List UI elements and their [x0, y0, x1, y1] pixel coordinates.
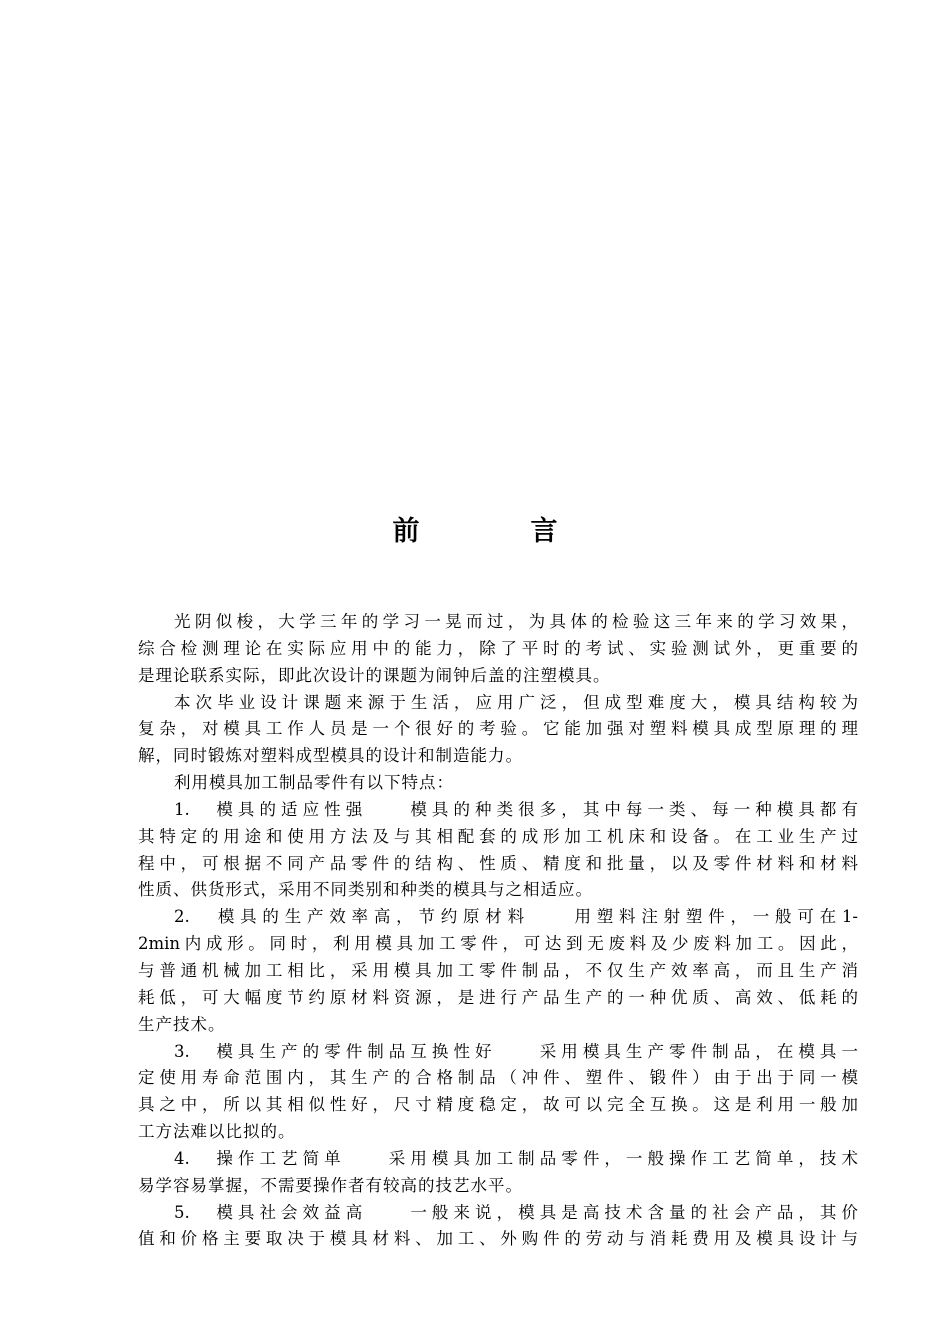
list-item-line: 4. 操作工艺简单 采用模具加工制品零件，一般操作工艺简单，技术	[174, 1148, 858, 1168]
list-item-line: 2min内成形。同时，利用模具加工零件，可达到无废料及少废料加工。因此，	[138, 934, 858, 954]
list-item-line: 性质、供货形式，采用不同类别和种类的模具与之相适应。	[138, 880, 593, 900]
list-item-line: 值和价格主要取决于模具材料、加工、外购件的劳动与消耗费用及模具设计与	[138, 1229, 858, 1249]
list-item-line: 2. 模具的生产效率高，节约原材料 用塑料注射塑件，一般可在1-	[174, 907, 858, 927]
list-item-line: 3. 模具生产的零件制品互换性好 采用模具生产零件制品，在模具一	[174, 1041, 858, 1061]
paragraph-line: 复杂，对模具工作人员是一个很好的考验。它能加强对塑料模具成型原理的理	[138, 719, 858, 739]
body-text	[138, 609, 858, 1253]
list-item-line: 其特定的用途和使用方法及与其相配套的成形加工机床和设备。在工业生产过	[138, 826, 858, 846]
list-item-line: 1. 模具的适应性强 模具的种类很多，其中每一类、每一种模具都有	[174, 799, 858, 819]
list-item-line: 定使用寿命范围内，其生产的合格制品（冲件、塑件、锻件）由于出于同一模	[138, 1068, 858, 1088]
paragraph-line: 光阴似梭，大学三年的学习一晃而过，为具体的检验这三年来的学习效果，	[174, 612, 858, 631]
list-item-line: 具之中，所以其相似性好，尺寸精度稳定，故可以完全互换。这是利用一般加	[138, 1095, 858, 1115]
paragraph-line: 利用模具加工制品零件有以下特点：	[174, 773, 454, 793]
list-item-line: 生产技术。	[138, 1014, 226, 1034]
paragraph-line: 综合检测理论在实际应用中的能力，除了平时的考试、实验测试外，更重要的	[138, 638, 858, 658]
paragraph-line: 本次毕业设计课题来源于生活，应用广泛，但成型难度大，模具结构较为	[174, 692, 858, 712]
list-item-line: 5. 模具社会效益高 一般来说，模具是高技术含量的社会产品，其价	[174, 1202, 858, 1222]
list-item-line: 程中，可根据不同产品零件的结构、性质、精度和批量，以及零件材料和材料	[138, 853, 858, 873]
page-title: 前 言	[392, 516, 600, 547]
list-item-line: 工方法难以比拟的。	[138, 1122, 296, 1142]
paragraph-line: 解，同时锻炼对塑料成型模具的设计和制造能力。	[138, 746, 523, 766]
list-item-line: 易学容易掌握，不需要操作者有较高的技艺水平。	[138, 1175, 523, 1195]
paragraph-line: 是理论联系实际，即此次设计的课题为闹钟后盖的注塑模具。	[138, 665, 611, 685]
list-item-line: 与普通机械加工相比，采用模具加工零件制品，不仅生产效率高，而且生产消	[138, 960, 858, 980]
list-item-line: 耗低，可大幅度节约原材料资源，是进行产品生产的一种优质、高效、低耗的	[138, 987, 858, 1007]
